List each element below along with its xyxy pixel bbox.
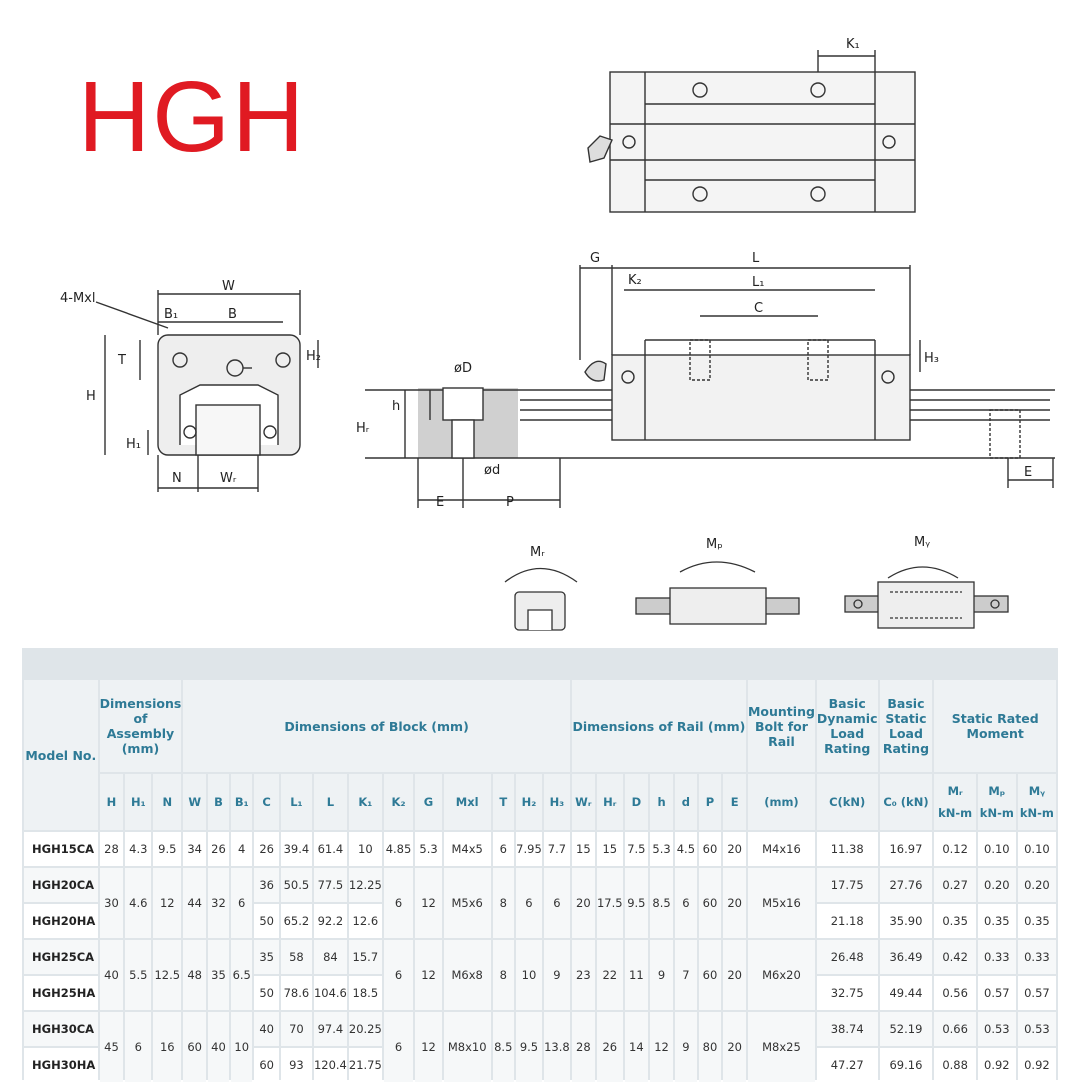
- table-cell: 12.5: [153, 940, 181, 1010]
- table-cell: 10: [231, 1012, 252, 1082]
- table-cell: 9.5: [153, 832, 181, 866]
- header-static: Basic Static Load Rating: [880, 680, 933, 772]
- dim-label-od-small: ød: [484, 463, 501, 478]
- column-header: H₁: [125, 774, 151, 830]
- column-header: H: [100, 774, 124, 830]
- table-cell: 6.5: [231, 940, 252, 1010]
- table-cell: 60: [699, 868, 722, 938]
- table-cell: 0.57: [978, 976, 1016, 1010]
- table-cell: 40: [254, 1012, 278, 1046]
- table-cell: 48: [183, 940, 206, 1010]
- dim-label-wr: Wᵣ: [220, 471, 237, 486]
- table-cell: 6: [384, 1012, 413, 1082]
- column-header: E: [723, 774, 746, 830]
- model-cell: HGH25CA: [24, 940, 98, 974]
- table-cell: 32.75: [817, 976, 878, 1010]
- header-rail: Dimensions of Rail (mm): [572, 680, 746, 772]
- table-cell: 0.20: [978, 868, 1016, 902]
- table-cell: M8x25: [748, 1012, 815, 1082]
- table-cell: 49.44: [880, 976, 933, 1010]
- table-cell: 12.6: [349, 904, 382, 938]
- header-assembly: Dimensions of Assembly (mm): [100, 680, 182, 772]
- table-cell: 70: [281, 1012, 312, 1046]
- column-header: K₂: [384, 774, 413, 830]
- table-cell: 17.75: [817, 868, 878, 902]
- table-cell: 7.95: [516, 832, 542, 866]
- table-cell: M5x6: [444, 868, 491, 938]
- table-cell: 60: [699, 832, 722, 866]
- table-cell: 120.4: [314, 1048, 347, 1082]
- table-cell: 0.33: [978, 940, 1016, 974]
- table-cell: 35: [208, 940, 229, 1010]
- dim-label-l: L: [752, 251, 760, 266]
- table-cell: M8x10: [444, 1012, 491, 1082]
- table-row: [24, 940, 1056, 974]
- model-cell: HGH25HA: [24, 976, 98, 1010]
- table-cell: 21.18: [817, 904, 878, 938]
- table-cell: 20: [723, 868, 746, 938]
- column-header: Mxl: [444, 774, 491, 830]
- table-cell: 12: [153, 868, 181, 938]
- table-cell: 0.20: [1018, 868, 1056, 902]
- table-cell: 77.5: [314, 868, 347, 902]
- table-cell: 6: [384, 868, 413, 938]
- table-cell: 84: [314, 940, 347, 974]
- table-cell: M6x20: [748, 940, 815, 1010]
- table-cell: 0.53: [978, 1012, 1016, 1046]
- table-cell: 50: [254, 976, 278, 1010]
- table-cell: 20: [723, 832, 746, 866]
- table-cell: M4x5: [444, 832, 491, 866]
- table-cell: 15.7: [349, 940, 382, 974]
- table-body: [24, 832, 1056, 1082]
- dim-label-l1: L₁: [752, 275, 765, 290]
- side-view-drawing: [365, 265, 1055, 508]
- table-cell: 44: [183, 868, 206, 938]
- table-cell: 12: [415, 940, 442, 1010]
- column-header: (mm): [748, 774, 815, 830]
- table-cell: 20.25: [349, 1012, 382, 1046]
- table-cell: 8: [493, 940, 514, 1010]
- table-cell: 35.90: [880, 904, 933, 938]
- table-cell: 30: [100, 868, 124, 938]
- table-cell: 6: [493, 832, 514, 866]
- table-cell: 58: [281, 940, 312, 974]
- dim-label-b1: B₁: [164, 307, 179, 322]
- table-cell: 50: [254, 904, 278, 938]
- table-cell: 13.8: [544, 1012, 570, 1082]
- table-cell: M5x16: [748, 868, 815, 938]
- column-header-moment: Mₚ kN-m: [978, 774, 1016, 830]
- header-bolt: Mounting Bolt for Rail: [748, 680, 815, 772]
- table-cell: 7: [675, 940, 696, 1010]
- table-cell: 40: [100, 940, 124, 1010]
- moment-label-mp: Mₚ: [706, 537, 723, 552]
- top-view-drawing: [588, 50, 915, 212]
- table-cell: 80: [699, 1012, 722, 1082]
- model-cell: HGH15CA: [24, 832, 98, 866]
- table-cell: 0.56: [934, 976, 975, 1010]
- table-cell: 16: [153, 1012, 181, 1082]
- table-cell: 93: [281, 1048, 312, 1082]
- table-cell: 34: [183, 832, 206, 866]
- table-cell: 28: [100, 832, 124, 866]
- table-cell: 60: [254, 1048, 278, 1082]
- product-title: HGH: [78, 61, 307, 173]
- column-header: Hᵣ: [597, 774, 623, 830]
- table-cell: 50.5: [281, 868, 312, 902]
- table-cell: 9.5: [516, 1012, 542, 1082]
- table-cell: 38.74: [817, 1012, 878, 1046]
- table-cell: 9: [675, 1012, 696, 1082]
- header-dynamic: Basic Dynamic Load Rating: [817, 680, 878, 772]
- table-cell: 0.57: [1018, 976, 1056, 1010]
- dim-label-h-small: h: [392, 399, 401, 414]
- table-cell: 7.7: [544, 832, 570, 866]
- dim-label-mxl: 4-Mxl: [60, 291, 96, 306]
- dim-label-h1: H₁: [126, 437, 141, 452]
- table-cell: 12.25: [349, 868, 382, 902]
- column-header: P: [699, 774, 722, 830]
- table-cell: 20: [572, 868, 595, 938]
- table-cell: 10: [349, 832, 382, 866]
- table-cell: 22: [597, 940, 623, 1010]
- table-cell: 104.6: [314, 976, 347, 1010]
- table-cell: 39.4: [281, 832, 312, 866]
- table-cell: 7.5: [625, 832, 648, 866]
- dim-label-k2: K₂: [628, 273, 642, 288]
- table-cell: 35: [254, 940, 278, 974]
- table-cell: 15: [572, 832, 595, 866]
- table-cell: 0.12: [934, 832, 975, 866]
- table-cell: 4.85: [384, 832, 413, 866]
- table-cell: 10: [516, 940, 542, 1010]
- dim-label-p: P: [506, 495, 514, 510]
- dim-label-w: W: [222, 279, 235, 294]
- table-cell: 26.48: [817, 940, 878, 974]
- table-cell: 65.2: [281, 904, 312, 938]
- table-cell: 5.3: [415, 832, 442, 866]
- table-cell: 0.92: [1018, 1048, 1056, 1082]
- table-cell: 9: [544, 940, 570, 1010]
- column-header: C: [254, 774, 278, 830]
- table-cell: 4.6: [125, 868, 151, 938]
- column-header-moment: Mᵣ kN-m: [934, 774, 975, 830]
- table-cell: 9.5: [625, 868, 648, 938]
- column-header: L: [314, 774, 347, 830]
- column-header: K₁: [349, 774, 382, 830]
- column-header: B: [208, 774, 229, 830]
- table-cell: 0.66: [934, 1012, 975, 1046]
- column-header: W: [183, 774, 206, 830]
- table-cell: 16.97: [880, 832, 933, 866]
- column-header: d: [675, 774, 696, 830]
- table-cell: 6: [516, 868, 542, 938]
- table-cell: 26: [254, 832, 278, 866]
- spec-table-grid: [22, 678, 1058, 1084]
- table-cell: 4: [231, 832, 252, 866]
- table-cell: 9: [650, 940, 673, 1010]
- dim-label-t: T: [118, 353, 126, 368]
- dim-label-e-left: E: [436, 495, 445, 510]
- column-header: h: [650, 774, 673, 830]
- table-cell: 52.19: [880, 1012, 933, 1046]
- column-header: T: [493, 774, 514, 830]
- table-cell: 21.75: [349, 1048, 382, 1082]
- table-cell: 6: [125, 1012, 151, 1082]
- moment-label-my: Mᵧ: [914, 535, 931, 550]
- table-cell: 0.35: [934, 904, 975, 938]
- table-cell: 0.10: [1018, 832, 1056, 866]
- table-cell: 69.16: [880, 1048, 933, 1082]
- table-cell: 12: [650, 1012, 673, 1082]
- column-header: H₃: [544, 774, 570, 830]
- table-cell: 61.4: [314, 832, 347, 866]
- dim-label-h2: H₂: [306, 349, 321, 364]
- table-cell: 0.35: [978, 904, 1016, 938]
- dim-label-h: H: [86, 389, 96, 404]
- table-cell: 0.33: [1018, 940, 1056, 974]
- column-header-moment: Mᵧ kN-m: [1018, 774, 1056, 830]
- column-header: Wᵣ: [572, 774, 595, 830]
- table-cell: 5.3: [650, 832, 673, 866]
- table-cell: 20: [723, 1012, 746, 1082]
- column-header: G: [415, 774, 442, 830]
- table-cell: 78.6: [281, 976, 312, 1010]
- front-view-drawing: [96, 290, 318, 492]
- table-cell: 26: [208, 832, 229, 866]
- column-header: C₀ (kN): [880, 774, 933, 830]
- table-cell: 23: [572, 940, 595, 1010]
- column-header: D: [625, 774, 648, 830]
- table-cell: 6: [675, 868, 696, 938]
- table-row: [24, 832, 1056, 866]
- table-cell: 28: [572, 1012, 595, 1082]
- header-moment: Static Rated Moment: [934, 680, 1056, 772]
- table-cell: 4.5: [675, 832, 696, 866]
- table-cell: 60: [183, 1012, 206, 1082]
- table-cell: 60: [699, 940, 722, 1010]
- table-row: [24, 1012, 1056, 1046]
- table-cell: 8: [493, 868, 514, 938]
- moment-label-mr: Mᵣ: [530, 545, 545, 560]
- dim-label-b: B: [228, 307, 237, 322]
- model-cell: HGH20CA: [24, 868, 98, 902]
- table-cell: 0.42: [934, 940, 975, 974]
- column-header: C(kN): [817, 774, 878, 830]
- table-cell: 0.53: [1018, 1012, 1056, 1046]
- header-model-no: Model No.: [24, 680, 98, 830]
- spec-table: [22, 648, 1058, 1080]
- table-cell: 0.92: [978, 1048, 1016, 1082]
- table-cell: 12: [415, 868, 442, 938]
- table-cell: 0.35: [1018, 904, 1056, 938]
- model-cell: HGH20HA: [24, 904, 98, 938]
- table-cell: 18.5: [349, 976, 382, 1010]
- table-cell: M6x8: [444, 940, 491, 1010]
- table-cell: 0.27: [934, 868, 975, 902]
- dim-label-hr: Hᵣ: [356, 421, 370, 436]
- sub-header-row: [24, 774, 1056, 830]
- table-cell: 20: [723, 940, 746, 1010]
- column-header: N: [153, 774, 181, 830]
- table-cell: 32: [208, 868, 229, 938]
- dim-label-c: C: [754, 301, 764, 316]
- table-cell: M4x16: [748, 832, 815, 866]
- table-cell: 11.38: [817, 832, 878, 866]
- column-header: L₁: [281, 774, 312, 830]
- table-cell: 6: [384, 940, 413, 1010]
- table-cell: 15: [597, 832, 623, 866]
- dim-label-n: N: [172, 471, 182, 486]
- model-cell: HGH30CA: [24, 1012, 98, 1046]
- moment-diagrams: [505, 562, 1008, 630]
- table-cell: 8.5: [493, 1012, 514, 1082]
- table-cell: 0.88: [934, 1048, 975, 1082]
- table-cell: 6: [231, 868, 252, 938]
- column-header: H₂: [516, 774, 542, 830]
- table-cell: 47.27: [817, 1048, 878, 1082]
- model-cell: HGH30HA: [24, 1048, 98, 1082]
- table-cell: 6: [544, 868, 570, 938]
- table-cell: 36.49: [880, 940, 933, 974]
- column-header: B₁: [231, 774, 252, 830]
- table-cell: 11: [625, 940, 648, 1010]
- dim-label-h3: H₃: [924, 351, 939, 366]
- dim-label-k1: K₁: [846, 37, 860, 52]
- table-cell: 97.4: [314, 1012, 347, 1046]
- dim-label-e-right: E: [1024, 465, 1033, 480]
- dim-label-od: øD: [454, 361, 472, 376]
- header-block: Dimensions of Block (mm): [183, 680, 570, 772]
- table-cell: 0.10: [978, 832, 1016, 866]
- table-cell: 45: [100, 1012, 124, 1082]
- table-row: [24, 868, 1056, 902]
- table-cell: 14: [625, 1012, 648, 1082]
- table-cell: 8.5: [650, 868, 673, 938]
- table-cell: 36: [254, 868, 278, 902]
- table-cell: 92.2: [314, 904, 347, 938]
- table-cell: 27.76: [880, 868, 933, 902]
- table-cell: 17.5: [597, 868, 623, 938]
- table-cell: 40: [208, 1012, 229, 1082]
- dim-label-g: G: [590, 251, 601, 266]
- table-cell: 4.3: [125, 832, 151, 866]
- table-cell: 5.5: [125, 940, 151, 1010]
- table-cell: 26: [597, 1012, 623, 1082]
- table-cell: 12: [415, 1012, 442, 1082]
